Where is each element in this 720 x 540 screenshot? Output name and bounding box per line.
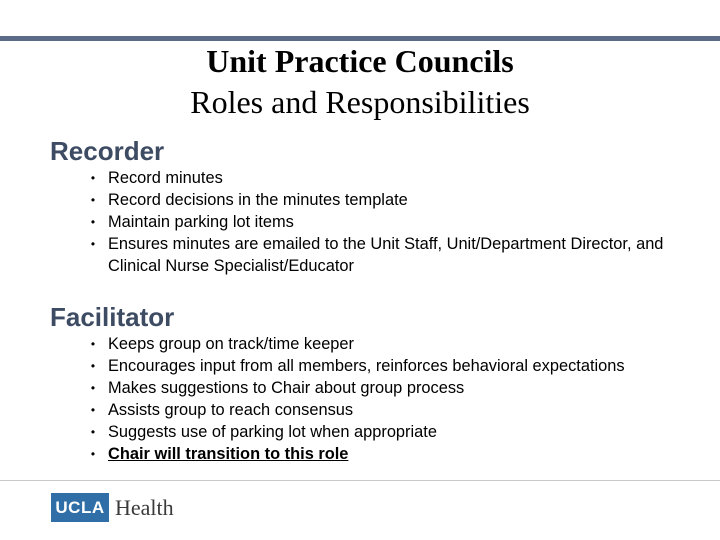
bullet-icon: • [90, 381, 96, 395]
list-item: • Keeps group on track/time keeper [88, 333, 698, 355]
bullet-icon: • [90, 237, 96, 251]
top-rule [0, 36, 720, 41]
bullet-icon: • [90, 403, 96, 417]
logo-box: UCLA [51, 493, 109, 522]
list-item: • Record decisions in the minutes template [88, 189, 698, 211]
bullet-icon: • [90, 215, 96, 229]
recorder-heading: Recorder [50, 136, 165, 166]
list-item: • Makes suggestions to Chair about group process [88, 377, 698, 399]
list-item: • Maintain parking lot items [88, 211, 698, 233]
bullet-icon: • [90, 359, 96, 373]
bullet-icon: • [90, 193, 96, 207]
list-item: • Encourages input from all members, reinforces behavioral expectations [88, 355, 698, 377]
facilitator-list [88, 333, 698, 465]
logo-word: Health [115, 494, 174, 520]
slide-subtitle: Roles and Responsibilities [190, 84, 530, 120]
list-item: • Chair will transition to this role [88, 443, 698, 465]
list-item: • Record minutes [88, 167, 698, 189]
footer-divider [0, 480, 720, 481]
facilitator-heading: Facilitator [50, 302, 175, 332]
bullet-icon: • [90, 337, 96, 351]
bullet-icon: • [90, 171, 96, 185]
bullet-icon: • [90, 425, 96, 439]
recorder-list [88, 167, 698, 277]
slide-title: Unit Practice Councils [206, 43, 514, 79]
list-item: • Suggests use of parking lot when appropriate [88, 421, 698, 443]
list-item: • Assists group to reach consensus [88, 399, 698, 421]
bullet-icon: • [90, 447, 96, 461]
list-item: • Ensures minutes are emailed to the Unit Staff, Unit/Department Director, and Clinical Nurse Specialist/Educator [88, 233, 698, 277]
ucla-health-logo [51, 493, 174, 522]
